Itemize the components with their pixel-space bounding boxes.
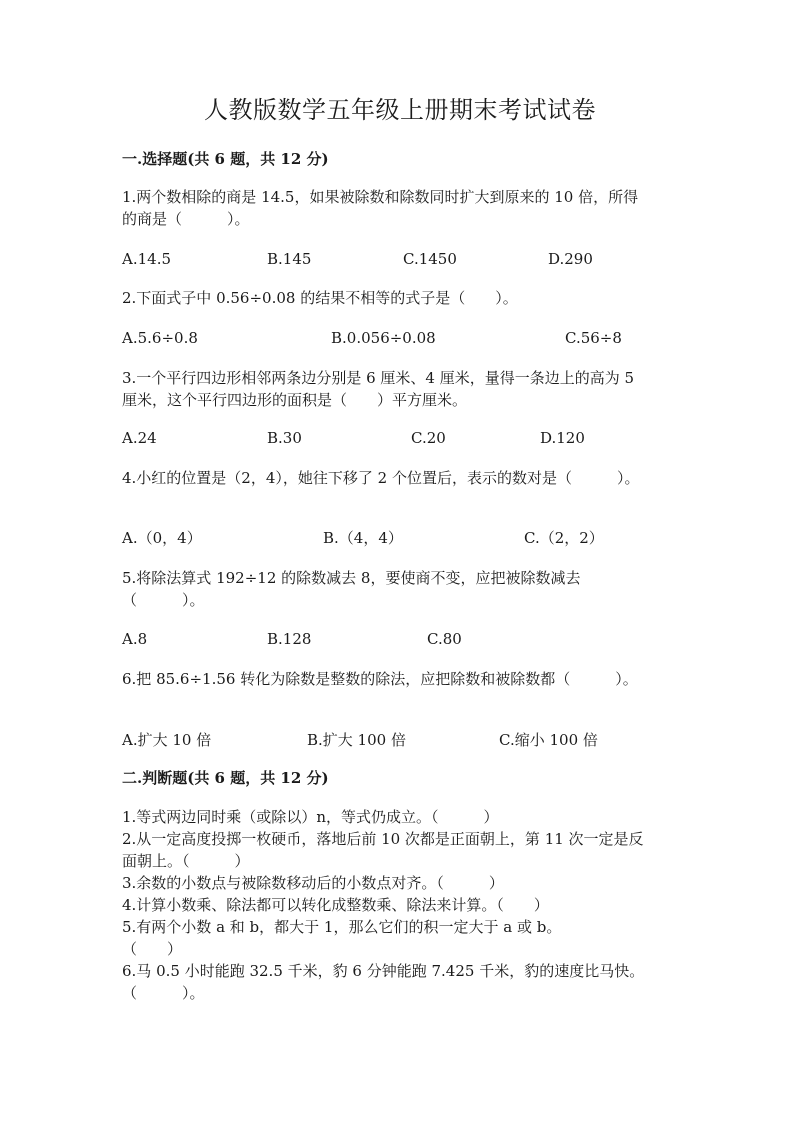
tf-line-8: 6.马 0.5 小时能跑 32.5 千米，豹 6 分钟能跑 7.425 千米，豹的速度比马快。 bbox=[122, 962, 645, 980]
question-6-stem bbox=[122, 668, 702, 690]
q5-option-a: A.8 bbox=[122, 630, 148, 648]
question-5-stem bbox=[122, 567, 682, 611]
q5-option-c: C.80 bbox=[427, 630, 462, 648]
question-4-stem bbox=[122, 467, 702, 489]
page-title: 人教版数学五年级上册期末考试试卷 bbox=[204, 96, 596, 124]
q6-option-b: B.扩大 100 倍 bbox=[307, 731, 406, 749]
q1-option-c: C.1450 bbox=[403, 250, 457, 268]
q3-option-c: C.20 bbox=[411, 429, 446, 447]
question-1-line-2: 的商是（ ）。 bbox=[122, 210, 250, 228]
question-3-line-1: 3.一个平行四边形相邻两条边分别是 6 厘米、4 厘米，量得一条边上的高为 5 bbox=[122, 369, 635, 387]
q2-option-c: C.56÷8 bbox=[565, 329, 622, 347]
q5-option-b: B.128 bbox=[267, 630, 312, 648]
section-heading-choice: 一.选择题(共 6 题，共 12 分) bbox=[122, 150, 329, 168]
tf-line-2: 2.从一定高度投掷一枚硬币，落地后前 10 次都是正面朝上，第 11 次一定是反 bbox=[122, 830, 644, 848]
q6-option-a: A.扩大 10 倍 bbox=[122, 731, 212, 749]
question-5-line-2: （ ）。 bbox=[122, 591, 205, 609]
question-2-line-1: 2.下面式子中 0.56÷0.08 的结果不相等的式子是（ ）。 bbox=[122, 289, 518, 307]
question-6-line-1: 6.把 85.6÷1.56 转化为除数是整数的除法，应把除数和被除数都（ ）。 bbox=[122, 670, 638, 688]
section-heading-true-false: 二.判断题(共 6 题，共 12 分) bbox=[122, 769, 329, 787]
q2-option-a: A.5.6÷0.8 bbox=[122, 329, 198, 347]
q6-option-c: C.缩小 100 倍 bbox=[499, 731, 598, 749]
question-1-line-1: 1.两个数相除的商是 14.5，如果被除数和除数同时扩大到原来的 10 倍，所得 bbox=[122, 188, 639, 206]
tf-line-3: 面朝上。（ ） bbox=[122, 852, 250, 870]
tf-line-1: 1.等式两边同时乘（或除以）n，等式仍成立。（ ） bbox=[122, 808, 499, 826]
q1-option-a: A.14.5 bbox=[122, 250, 171, 268]
tf-line-7: （ ） bbox=[122, 940, 183, 958]
q2-option-b: B.0.056÷0.08 bbox=[331, 329, 436, 347]
q3-option-a: A.24 bbox=[122, 429, 157, 447]
q4-option-a: A.（0，4） bbox=[122, 529, 202, 547]
q3-option-d: D.120 bbox=[540, 429, 585, 447]
tf-line-6: 5.有两个小数 a 和 b，都大于 1，那么它们的积一定大于 a 或 b。 bbox=[122, 918, 562, 936]
tf-line-5: 4.计算小数乘、除法都可以转化成整数乘、除法来计算。（ ） bbox=[122, 896, 549, 914]
question-2-stem bbox=[122, 287, 682, 309]
question-5-line-1: 5.将除法算式 192÷12 的除数减去 8，要使商不变，应把被除数减去 bbox=[122, 569, 581, 587]
q1-option-b: B.145 bbox=[267, 250, 312, 268]
q3-option-b: B.30 bbox=[267, 429, 302, 447]
tf-line-9: （ ）。 bbox=[122, 984, 205, 1002]
q1-option-d: D.290 bbox=[548, 250, 593, 268]
question-3-stem bbox=[122, 367, 682, 411]
question-1-stem bbox=[122, 186, 682, 230]
question-4-line-1: 4.小红的位置是（2，4），她往下移了 2 个位置后，表示的数对是（ ）。 bbox=[122, 469, 640, 487]
true-false-list bbox=[122, 806, 682, 1004]
q4-option-b: B.（4，4） bbox=[323, 529, 403, 547]
tf-line-4: 3.余数的小数点与被除数移动后的小数点对齐。（ ） bbox=[122, 874, 504, 892]
q4-option-c: C.（2，2） bbox=[524, 529, 604, 547]
question-3-line-2: 厘米，这个平行四边形的面积是（ ）平方厘米。 bbox=[122, 391, 468, 409]
